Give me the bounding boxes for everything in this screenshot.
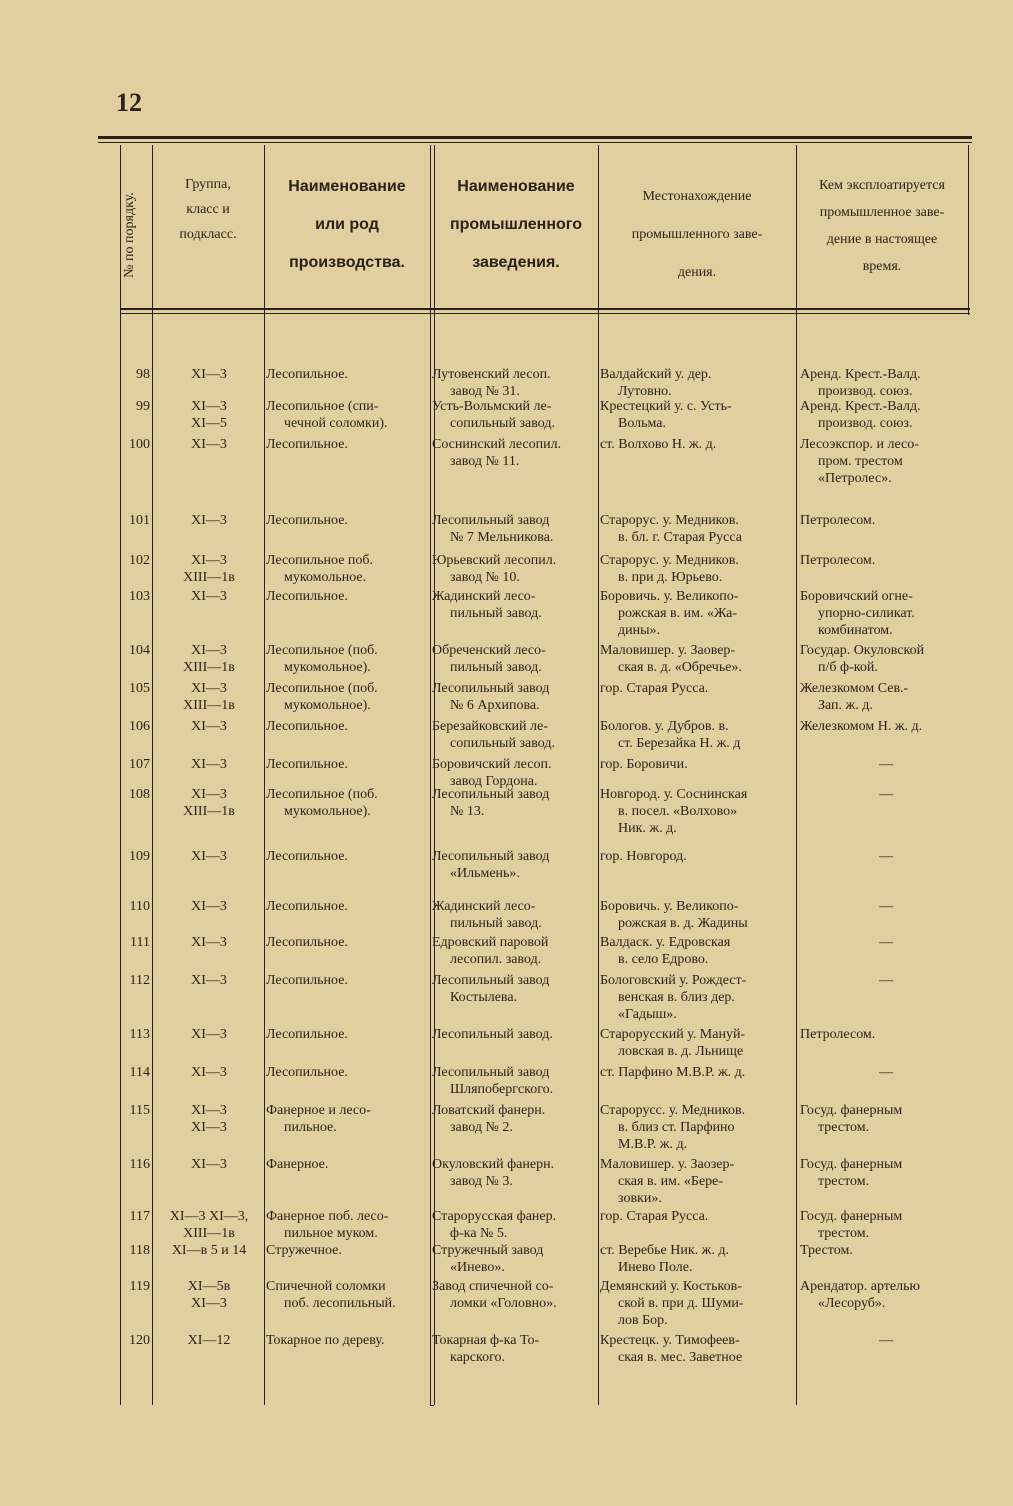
row-operator: — [879, 1065, 893, 1080]
col-line-1 [152, 145, 153, 1405]
row-establishment: Лесопильный завод «Ильмень». [432, 849, 550, 881]
row-number: 109 [129, 849, 150, 864]
row-number: 107 [129, 757, 150, 772]
row-production: Лесопильное. [266, 1065, 348, 1080]
row-number: 117 [129, 1209, 150, 1224]
row-operator: Лесоэкспор. и лесо- пром. трестом «Петролес». [800, 437, 919, 486]
row-establishment: Усть-Вольмский ле- сопильный завод. [432, 399, 555, 431]
row-location: Старорусский у. Мануй- ловская в. д. Льнище [600, 1027, 746, 1059]
row-location: ст. Волхово Н. ж. д. [600, 437, 717, 452]
row-operator: Госуд. фанерным трестом. [800, 1103, 903, 1135]
row-establishment: Завод спичечной со- ломки «Головно». [432, 1279, 557, 1311]
row-production: Лесопильное. [266, 437, 348, 452]
row-group: XI—3 XI—5 [191, 399, 227, 431]
row-group: XI—12 [187, 1333, 231, 1348]
row-establishment: Жадинский лесо- пильный завод. [432, 589, 542, 621]
row-establishment: Едровский паровой лесопил. завод. [432, 935, 549, 967]
row-production: Спичечной соломки поб. лесопильный. [266, 1279, 396, 1311]
row-number: 108 [129, 787, 150, 802]
row-group: XI—3 [191, 849, 227, 864]
row-location: Бологов. у. Дубров. в. ст. Березайка Н. ж. д [600, 719, 741, 751]
row-establishment: Стружечный завод «Инево». [432, 1243, 544, 1275]
row-operator: Железкомом Сев.- Зап. ж. д. [800, 681, 909, 713]
row-location: Крестецкий у. с. Усть- Вольма. [600, 399, 732, 431]
row-number: 110 [129, 899, 150, 914]
row-group: XI—3 XIII—1в [183, 681, 235, 713]
row-group: XI—3 [191, 513, 227, 528]
row-group: XI—3 XIII—1в [183, 787, 235, 819]
row-operator: Госуд. фанерным трестом. [800, 1209, 903, 1241]
header-num: № по порядку. [122, 192, 137, 278]
header-bottom-rule [120, 308, 970, 310]
row-production: Лесопильное. [266, 367, 348, 382]
row-establishment: Токарная ф-ка То- карского. [432, 1333, 540, 1365]
row-number: 114 [129, 1065, 150, 1080]
row-number: 100 [129, 437, 150, 452]
row-number: 119 [129, 1279, 150, 1294]
row-location: гор. Боровичи. [600, 757, 688, 772]
row-group: XI—3 [191, 1027, 227, 1042]
row-operator: Аренд. Крест.-Валд. производ. союз. [800, 367, 921, 399]
row-group: XI—3 [191, 437, 227, 452]
row-location: Боровичь. у. Великопо- рожская в. д. Жадины [600, 899, 748, 931]
row-establishment: Окуловский фанерн. завод № 3. [432, 1157, 555, 1189]
row-operator: — [879, 899, 893, 914]
row-production: Лесопильное. [266, 757, 348, 772]
row-production: Лесопильное (поб. мукомольное). [266, 787, 378, 819]
page-number: 12 [116, 88, 142, 117]
row-production: Фанерное. [266, 1157, 329, 1172]
row-number: 113 [129, 1027, 150, 1042]
header-group: Группа, класс и подкласс. [179, 177, 237, 242]
row-establishment: Ловатский фанерн. завод № 2. [432, 1103, 546, 1135]
row-establishment: Лесопильный завод № 6 Архипова. [432, 681, 550, 713]
row-production: Токарное по дереву. [266, 1333, 385, 1348]
row-group: XI—3 XIII—1в [183, 553, 235, 585]
row-operator: Трестом. [800, 1243, 853, 1258]
row-operator: Арендатор. артелью «Лесоруб». [800, 1279, 920, 1311]
row-number: 105 [129, 681, 150, 696]
row-establishment: Обреченский лесо- пильный завод. [432, 643, 546, 675]
row-establishment: Соснинский лесопил. завод № 11. [432, 437, 562, 469]
row-group: XI—3 [191, 935, 227, 950]
row-establishment: Лесопильный завод Костылева. [432, 973, 550, 1005]
row-location: Старорус. у. Медников. в. бл. г. Старая Русса [600, 513, 742, 545]
row-establishment: Лесопильный завод № 13. [432, 787, 550, 819]
row-establishment: Лесопильный завод № 7 Мельникова. [432, 513, 554, 545]
row-establishment: Березайковский ле- сопильный завод. [432, 719, 555, 751]
header-establishment: Наименование промышленного заведения. [449, 178, 582, 271]
row-group: XI—5в XI—3 [187, 1279, 231, 1311]
row-establishment: Жадинский лесо- пильный завод. [432, 899, 542, 931]
top-rule-thin [98, 142, 972, 143]
row-group: XI—3 XIII—1в [183, 643, 235, 675]
row-production: Лесопильное (поб. мукомольное). [266, 643, 378, 675]
row-operator: Аренд. Крест.-Валд. производ. союз. [800, 399, 921, 431]
row-location: Боровичь. у. Великопо- рожская в. им. «Жа- дины». [600, 589, 739, 638]
row-production: Лесопильное. [266, 513, 348, 528]
row-location: гор. Старая Русса. [600, 681, 709, 696]
row-production: Лесопильное. [266, 899, 348, 914]
row-location: Маловишер. у. Заозер- ская в. им. «Бере- зовки». [600, 1157, 735, 1206]
row-location: Новгород. у. Соснинская в. посел. «Волхово» Ник. ж. д. [600, 787, 748, 836]
row-location: Демянский у. Костьков- ской в. при д. Шуми- лов Бор. [600, 1279, 744, 1328]
row-production: Лесопильное. [266, 719, 348, 734]
row-operator: Боровичский огне- упорно-силикат. комбинатом. [800, 589, 915, 638]
row-number: 118 [129, 1243, 150, 1258]
row-number: 104 [129, 643, 150, 658]
row-operator: — [879, 973, 893, 988]
row-group: XI—3 [191, 899, 227, 914]
row-operator: Железкомом Н. ж. д. [800, 719, 923, 734]
row-number: 106 [129, 719, 150, 734]
row-location: Старорус. у. Медников. в. при д. Юрьево. [600, 553, 739, 585]
row-number: 116 [129, 1157, 150, 1172]
row-group: XI—3 [191, 589, 227, 604]
row-location: Валдайский у. дер. Лутовно. [600, 367, 712, 399]
row-group: XI—3 [191, 1065, 227, 1080]
row-group: XI—3 [191, 973, 227, 988]
row-production: Лесопильное. [266, 935, 348, 950]
row-location: ст. Веребье Ник. ж. д. Инево Поле. [600, 1243, 729, 1275]
row-production: Фанерное и лесо- пильное. [266, 1103, 371, 1135]
row-group: XI—в 5 и 14 [171, 1243, 247, 1258]
row-group: XI—3 XI—3, XIII—1в [169, 1209, 249, 1241]
header-production: Наименование или род производства. [288, 178, 406, 271]
row-establishment: Боровичский лесоп. завод Гордона. [432, 757, 552, 789]
row-number: 101 [129, 513, 150, 528]
row-group: XI—3 [191, 1157, 227, 1172]
header-operator: Кем эксплоатируется промышленное заве- дение в настоящее время. [819, 178, 945, 274]
row-production: Лесопильное (поб. мукомольное). [266, 681, 378, 713]
top-rule-thick [98, 136, 972, 139]
row-production: Стружечное. [266, 1243, 342, 1258]
row-location: Бологовский у. Рождест- венская в. близ дер. «Гадыш». [600, 973, 747, 1022]
row-location: Маловишер. у. Заовер- ская в. д. «Обречье». [600, 643, 742, 675]
row-location: гор. Новгород. [600, 849, 687, 864]
row-number: 112 [129, 973, 150, 988]
row-number: 115 [129, 1103, 150, 1118]
row-number: 102 [129, 553, 150, 568]
row-operator: — [879, 1333, 893, 1348]
row-group: XI—3 [191, 719, 227, 734]
row-operator: Государ. Окуловской п/б ф-кой. [800, 643, 925, 675]
row-establishment: Лесопильный завод. [432, 1027, 553, 1042]
row-group: XI—3 XI—3 [191, 1103, 227, 1135]
row-establishment: Юрьевский лесопил. завод № 10. [432, 553, 557, 585]
row-establishment: Лутовенский лесоп. завод № 31. [432, 367, 551, 399]
row-number: 98 [136, 367, 150, 382]
row-production: Лесопильное поб. мукомольное. [266, 553, 374, 585]
row-establishment: Лесопильный завод Шляпобергского. [432, 1065, 554, 1097]
row-operator: — [879, 935, 893, 950]
row-production: Лесопильное. [266, 973, 348, 988]
row-operator: — [879, 787, 893, 802]
header-bottom-rule-thin [120, 313, 970, 314]
row-operator: Петролесом. [800, 1027, 876, 1042]
bottom-line-1 [430, 1405, 434, 1406]
row-production: Лесопильное (спи- чечной соломки). [266, 399, 388, 431]
header-location: Местонахождение промышленного заве- дения. [631, 189, 763, 280]
row-number: 120 [129, 1333, 150, 1348]
row-operator: Петролесом. [800, 513, 876, 528]
row-number: 111 [130, 935, 150, 950]
row-operator: Госуд. фанерным трестом. [800, 1157, 903, 1189]
row-location: Старорусс. у. Медников. в. близ ст. Парфино М.В.Р. ж. д. [600, 1103, 746, 1152]
row-location: Валдаск. у. Едровская в. село Едрово. [600, 935, 731, 967]
row-number: 103 [129, 589, 150, 604]
row-location: Крестецк. у. Тимофеев- ская в. мес. Заветное [600, 1333, 743, 1365]
row-number: 99 [136, 399, 150, 414]
col-line-right [968, 145, 969, 315]
row-operator: Петролесом. [800, 553, 876, 568]
row-operator: — [879, 757, 893, 772]
row-production: Лесопильное. [266, 589, 348, 604]
row-location: ст. Парфино М.В.Р. ж. д. [600, 1065, 746, 1080]
row-production: Лесопильное. [266, 849, 348, 864]
row-location: гор. Старая Русса. [600, 1209, 709, 1224]
row-establishment: Старорусская фанер. ф-ка № 5. [432, 1209, 557, 1241]
row-group: XI—3 [191, 367, 227, 382]
row-group: XI—3 [191, 757, 227, 772]
row-production: Фанерное поб. лесо- пильное муком. [266, 1209, 389, 1241]
row-production: Лесопильное. [266, 1027, 348, 1042]
row-operator: — [879, 849, 893, 864]
